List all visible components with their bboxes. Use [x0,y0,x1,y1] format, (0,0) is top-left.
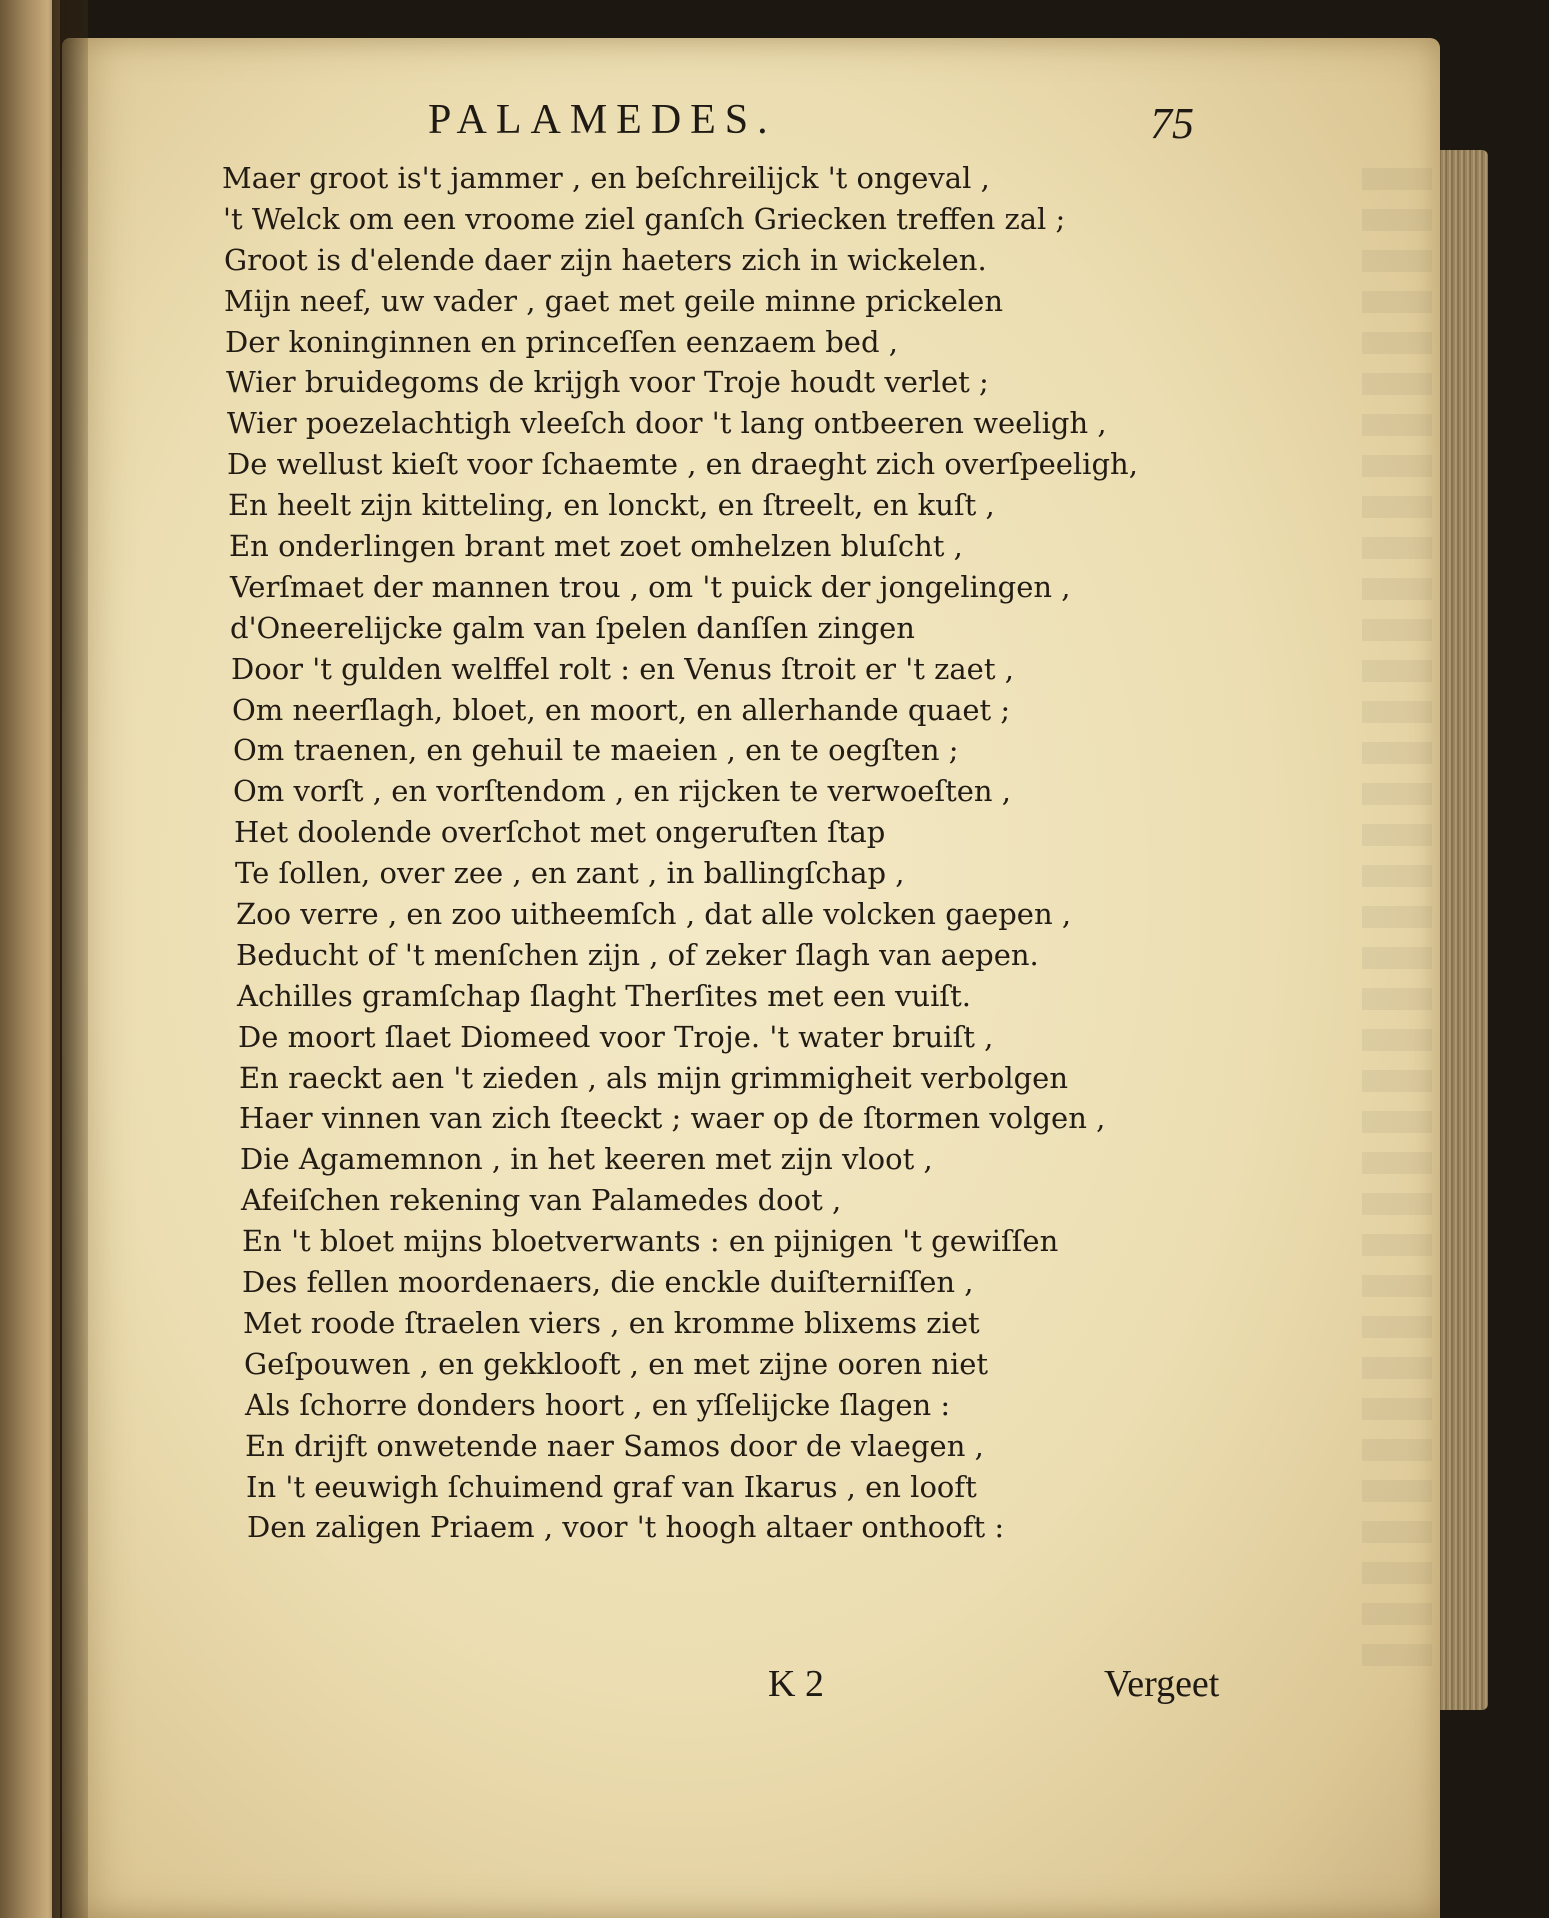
verse-line: Afeiſchen rekening van Palamedes doot , [241,1183,842,1218]
verse-line: Wier poezelachtigh vleeſch door 't lang ontbeeren weeligh , [227,406,1107,441]
verse-line: Groot is d'elende daer zijn haeters zich in wickelen. [224,242,987,277]
verse-line: Mijn neef, uw vader , gaet met geile minne prickelen [224,283,1004,318]
verse-line: En onderlingen brant met zoet omhelzen bluſcht , [229,529,963,564]
verse-line: Die Agamemnon , in het keeren met zijn vloot , [240,1142,933,1177]
verse-line: De moort ſlaet Diomeed voor Troje. 't water bruiſt , [238,1019,994,1054]
verse-line: Achilles gramſchap ſlaght Therſites met een vuiſt. [237,978,971,1013]
verse-line: In 't eeuwigh ſchuimend graf van Ikarus , en looft [246,1469,977,1504]
verse-line: Der koninginnen en princeſſen eenzaem bed , [225,324,898,359]
facing-page-edge [0,0,60,1918]
verse-line: Om neerſlagh, bloet, en moort, en allerhande quaet ; [232,692,1011,727]
verse-line: d'Oneerelijcke galm van ſpelen danſſen zingen [230,610,915,645]
verse-line: Den zaligen Priaem , voor 't hoogh altaer onthooft : [247,1510,1005,1545]
catchword: Vergeet [1104,1663,1220,1705]
verse-line: Om traenen, en gehuil te maeien , en te oegſten ; [233,733,959,768]
gutter-shadow [52,0,88,1918]
page-number: 75 [1150,99,1194,148]
running-head: PALAMEDES. [428,97,777,143]
show-through-text [1362,168,1432,1668]
verse-line: Wier bruidegoms de krijgh voor Troje houdt verlet ; [226,365,989,400]
verse-line: Zoo verre , en zoo uitheemſch , dat alle volcken gaepen , [236,897,1072,932]
verse-line: En raeckt aen 't zieden , als mijn grimmigheit verbolgen [239,1060,1068,1095]
verse-line: Met roode ſtraelen viers , en kromme blixems ziet [243,1305,980,1340]
verse-line: Te ſollen, over zee , en zant , in ballingſchap , [235,856,905,891]
verse-line: Als ſchorre donders hoort , en yſſelijcke ſlagen : [245,1387,951,1422]
verse-line: Haer vinnen van zich ſteeckt ; waer op de ſtormen volgen , [239,1101,1106,1136]
verse-line: De wellust kieſt voor ſchaemte , en draeght zich overſpeeligh, [227,447,1138,482]
verse-block [222,158,1332,1548]
signature-mark: K 2 [768,1663,824,1705]
verse-line: Door 't gulden welffel rolt : en Venus ſtroit er 't zaet , [231,651,1014,686]
verse-line: Verſmaet der mannen trou , om 't puick der jongelingen , [230,569,1071,604]
verse-line: En drijft onwetende naer Samos door de vlaegen , [245,1428,984,1463]
verse-line: Geſpouwen , en gekklooft , en met zijne ooren niet [244,1346,989,1381]
verse-line: 't Welck om een vroome ziel ganſch Griecken treffen zal ; [223,201,1066,236]
verse-line: Maer groot is't jammer , en beſchreilijck 't ongeval , [222,161,990,195]
verse-line: Beducht of 't menſchen zijn , of zeker ſlagh van aepen. [236,937,1039,972]
verse-line: Om vorſt , en vorſtendom , en rijcken te verwoeſten , [233,774,1012,809]
verse-line: En heelt zijn kitteling, en lonckt, en ſtreelt, en kuſt , [228,488,995,523]
verse-line: Des fellen moordenaers, die enckle duiſterniſſen , [242,1265,974,1300]
verse-line: Het doolende overſchot met ongeruſten ſtap [234,815,886,850]
verse-line: En 't bloet mijns bloetverwants : en pijnigen 't gewiſſen [242,1224,1059,1259]
